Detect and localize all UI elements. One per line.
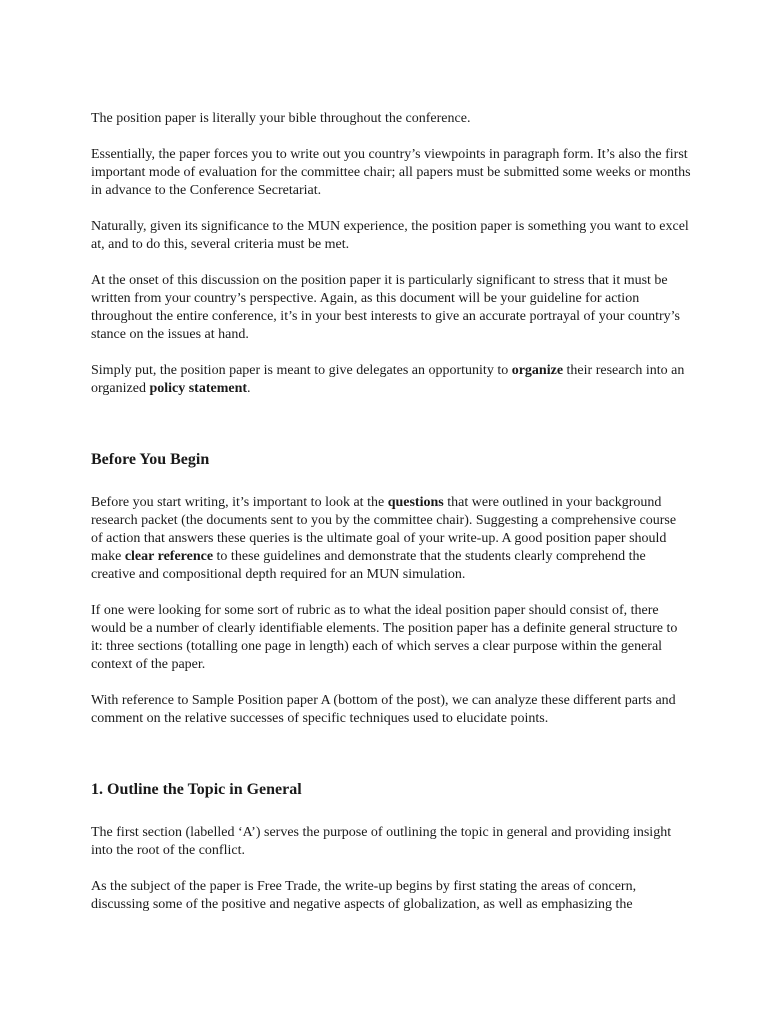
text-run: to these guidelines and demonstrate that the students clearly comprehend the creative and compositional depth required for an MUN simulation.	[91, 549, 646, 582]
text-run: Before you start writing, it’s important to look at the	[91, 495, 388, 510]
text-run: that were outlined in your background research packet (the documents sent to you by the committee chair). Suggesting a comprehensive course of action that answers these queries is the ultimate goal of your write-up. A good position paper should make	[91, 495, 677, 564]
section-heading-outline-topic: 1. Outline the Topic in General	[91, 781, 302, 798]
intro-paragraph-5	[91, 362, 691, 398]
intro-paragraph-3: Naturally, given its significance to the MUN experience, the position paper is something you want to excel at, and to do this, several criteria must be met.	[91, 219, 689, 252]
intro-paragraph-4: At the onset of this discussion on the position paper it is particularly significant to stress that it must be written from your country’s perspective. Again, as this document will be your guideline for action throughout the entire conference, it’s in your best interests to give an accurate portrayal of your country’s stance on the issues at hand.	[91, 273, 680, 342]
intro-paragraph-1: The position paper is literally your bible throughout the conference.	[91, 111, 471, 126]
text-run: their research into an organized	[91, 363, 685, 396]
bold-term-policy-statement: policy statement	[149, 381, 248, 396]
section1-paragraph-1	[91, 494, 691, 584]
section1-paragraph-3: With reference to Sample Position paper A (bottom of the post), we can analyze these different parts and comment on the relative successes of specific techniques used to elucidate points.	[91, 693, 676, 726]
section-heading-before-you-begin: Before You Begin	[91, 451, 210, 468]
section1-paragraph-2: If one were looking for some sort of rubric as to what the ideal position paper should consist of, there would be a number of clearly identifiable elements. The position paper has a definite general structure to it: three sections (totalling one page in length) each of which serves a clear purpose within the general context of the paper.	[91, 603, 678, 672]
section2-paragraph-1: The first section (labelled ‘A’) serves the purpose of outlining the topic in general and providing insight into the root of the conflict.	[91, 825, 672, 858]
bold-term-clear-reference: clear reference	[124, 549, 214, 564]
document-page	[91, 110, 691, 914]
text-run: .	[247, 381, 251, 396]
text-run: Simply put, the position paper is meant to give delegates an opportunity to	[91, 363, 512, 378]
intro-paragraph-2: Essentially, the paper forces you to write out you country’s viewpoints in paragraph form. It’s also the first important mode of evaluation for the committee chair; all papers must be submitted some weeks or months in advance to the Conference Secretariat.	[91, 147, 691, 198]
bold-term-questions: questions	[387, 495, 444, 510]
section2-paragraph-2: As the subject of the paper is Free Trade, the write-up begins by first stating the areas of concern, discussing some of the positive and negative aspects of globalization, as well as emphasizing the	[91, 879, 637, 912]
bold-term-organize: organize	[511, 363, 564, 378]
